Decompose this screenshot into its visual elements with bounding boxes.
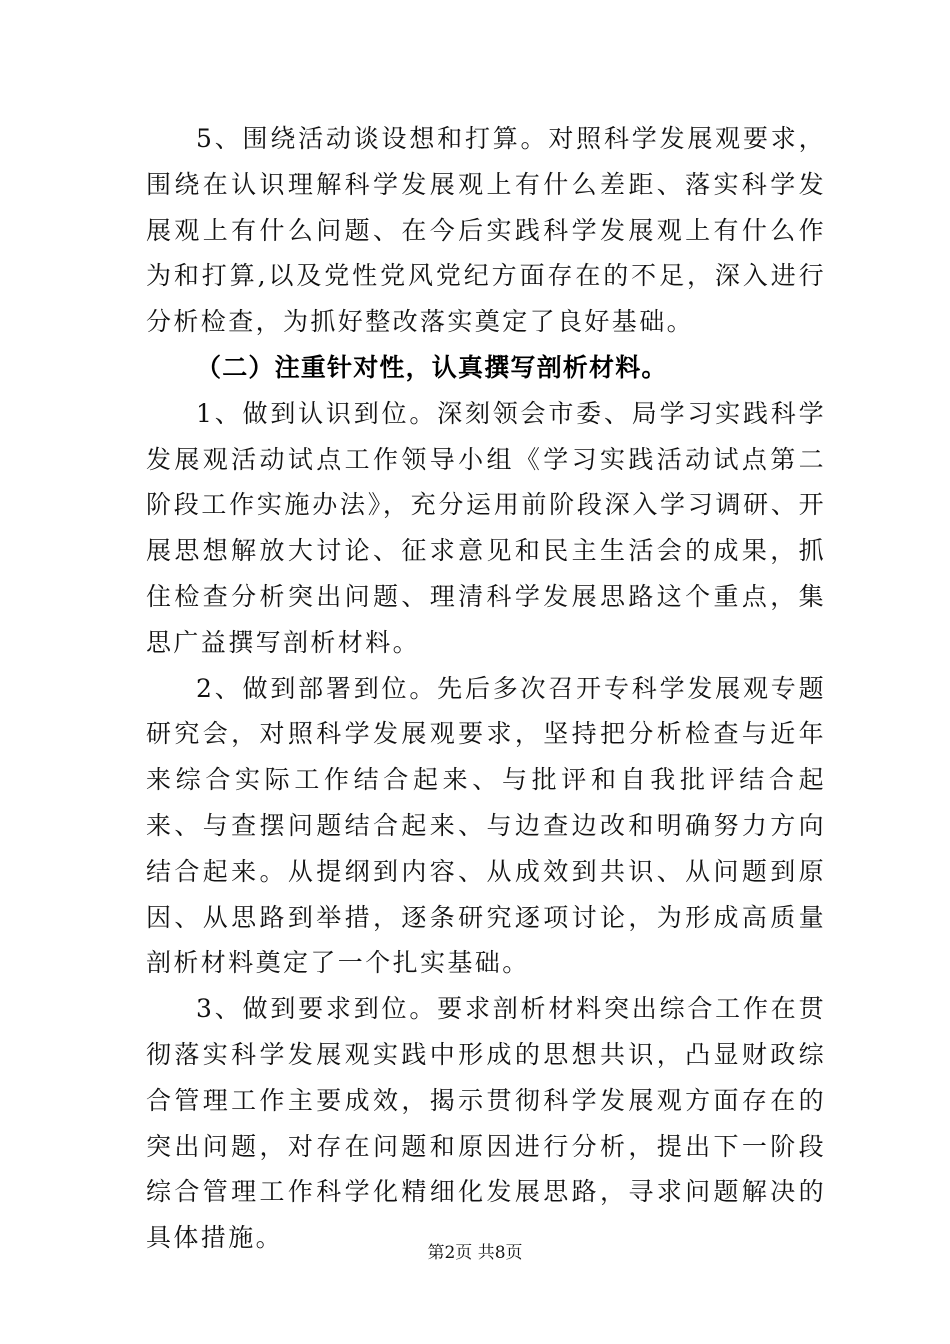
paragraph-item-3: 3、做到要求到位。要求剖析材料突出综合工作在贯彻落实科学发展观实践中形成的思想共识，凸显财政综合管理工作主要成效，揭示贯彻科学发展观方面存在的突出问题，对存在问题和原因进行分析，提出下一阶段综合管理工作科学化精细化发展思路，寻求问题解决的具体措施。	[146, 994, 826, 1253]
page-number-footer: 第2页 共8页	[427, 1243, 523, 1263]
paragraph-item-1: 1、做到认识到位。深刻领会市委、局学习实践科学发展观活动试点工作领导小组《学习实践活动试点第二阶段工作实施办法》，充分运用前阶段深入学习调研、开展思想解放大讨论、征求意见和民主生活会的成果，抓住检查分析突出问题、理清科学发展思路这个重点，集思广益撰写剖析材料。	[146, 398, 826, 657]
document-body	[146, 116, 826, 1261]
paragraph-item-2: 2、做到部署到位。先后多次召开专科学发展观专题研究会，对照科学发展观要求，坚持把分析检查与近年来综合实际工作结合起来、与批评和自我批评结合起来、与查摆问题结合起来、与边查边改和明确努力方向结合起来。从提纲到内容、从成效到共识、从问题到原因、从思路到举措，逐条研究逐项讨论，为形成高质量剖析材料奠定了一个扎实基础。	[146, 673, 826, 978]
paragraph-item-5: 5、围绕活动谈设想和打算。对照科学发展观要求，围绕在认识理解科学发展观上有什么差距、落实科学发展观上有什么问题、在今后实践科学发展观上有什么作为和打算,以及党性党风党纪方面存在的不足，深入进行分析检查，为抓好整改落实奠定了良好基础。	[146, 124, 826, 337]
section-heading: （二）注重针对性，认真撰写剖析材料。	[196, 352, 668, 382]
